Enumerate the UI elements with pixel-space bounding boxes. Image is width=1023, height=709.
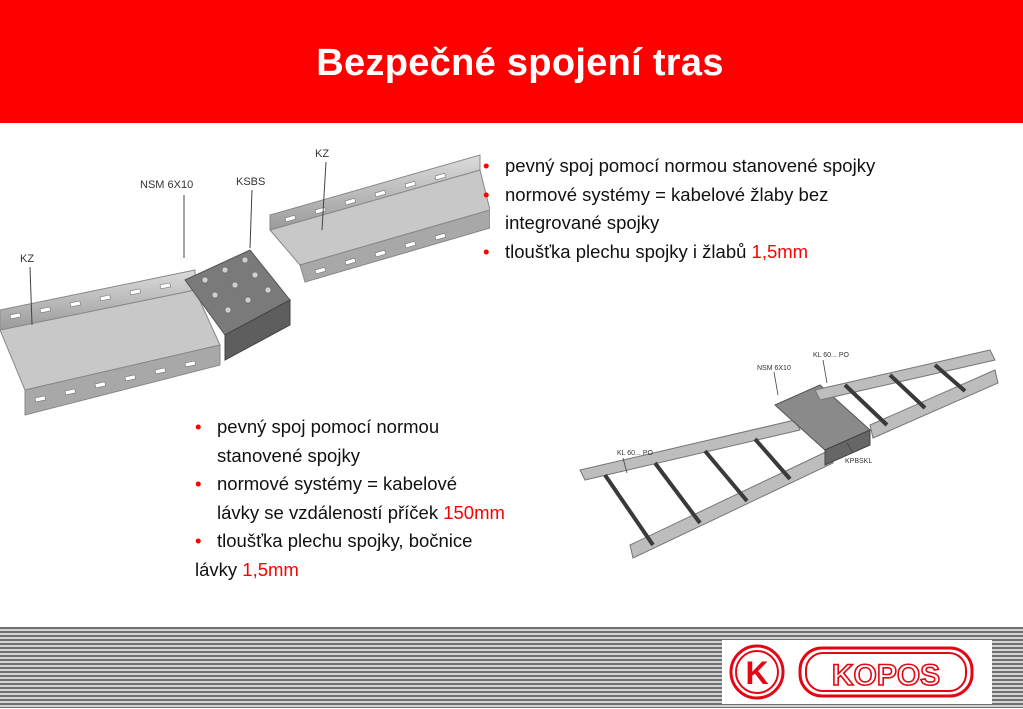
ladder-label-nsm: NSM 6X10 (757, 365, 791, 372)
ladder-label-kl-left: KL 60... PO (617, 450, 653, 457)
logo-monogram: K (745, 655, 769, 691)
bullet-item: • normové systémy = kabelové (195, 473, 458, 494)
tray-label-nsm: NSM 6X10 (140, 179, 194, 191)
bullet-item: • pevný spoj pomocí normou stanovené spojky (483, 155, 876, 176)
bullet-item: • tloušťka plechu spojky i žlabů 1,5mm (483, 240, 809, 262)
cable-ladder-illustration (575, 345, 1015, 570)
bullet-continuation: lávky 1,5mm (195, 558, 299, 580)
title-banner (0, 0, 1023, 123)
thickness-value: 1,5mm (242, 558, 299, 580)
tray-label-kz-left: KZ (20, 253, 35, 265)
right-tray (270, 155, 490, 282)
cable-tray-illustration (0, 140, 490, 440)
bullet-continuation: stanovené spojky (217, 444, 360, 466)
bullet-item: • tloušťka plechu spojky, bočnice (195, 530, 473, 551)
ladder-label-kpbskl: KPBSKL (845, 458, 873, 465)
logo-wordmark: KOPOS (831, 659, 941, 692)
thickness-value: 1,5mm (751, 240, 809, 262)
tray-label-kz-right: KZ (315, 148, 330, 160)
bullet-continuation: lávky se vzdáleností příček 150mm (217, 501, 505, 523)
bullet-item: • pevný spoj pomocí normou (195, 416, 440, 437)
cable-tray-bullets (483, 152, 875, 266)
bullet-item: • normové systémy = kabelové žlaby bez (483, 183, 829, 205)
rung-spacing-value: 150mm (443, 501, 505, 523)
page-title: Bezpečné spojení tras (316, 42, 724, 84)
ladder-label-kl-top: KL 60... PO (813, 352, 849, 359)
tray-label-ksbs: KSBS (236, 176, 266, 188)
cable-ladder-bullets (195, 413, 505, 584)
left-tray (0, 270, 220, 415)
left-ladder (580, 420, 833, 558)
bullet-continuation: integrované spojky (505, 212, 660, 233)
kopos-logo (722, 640, 992, 704)
logo-graphic (722, 640, 992, 704)
